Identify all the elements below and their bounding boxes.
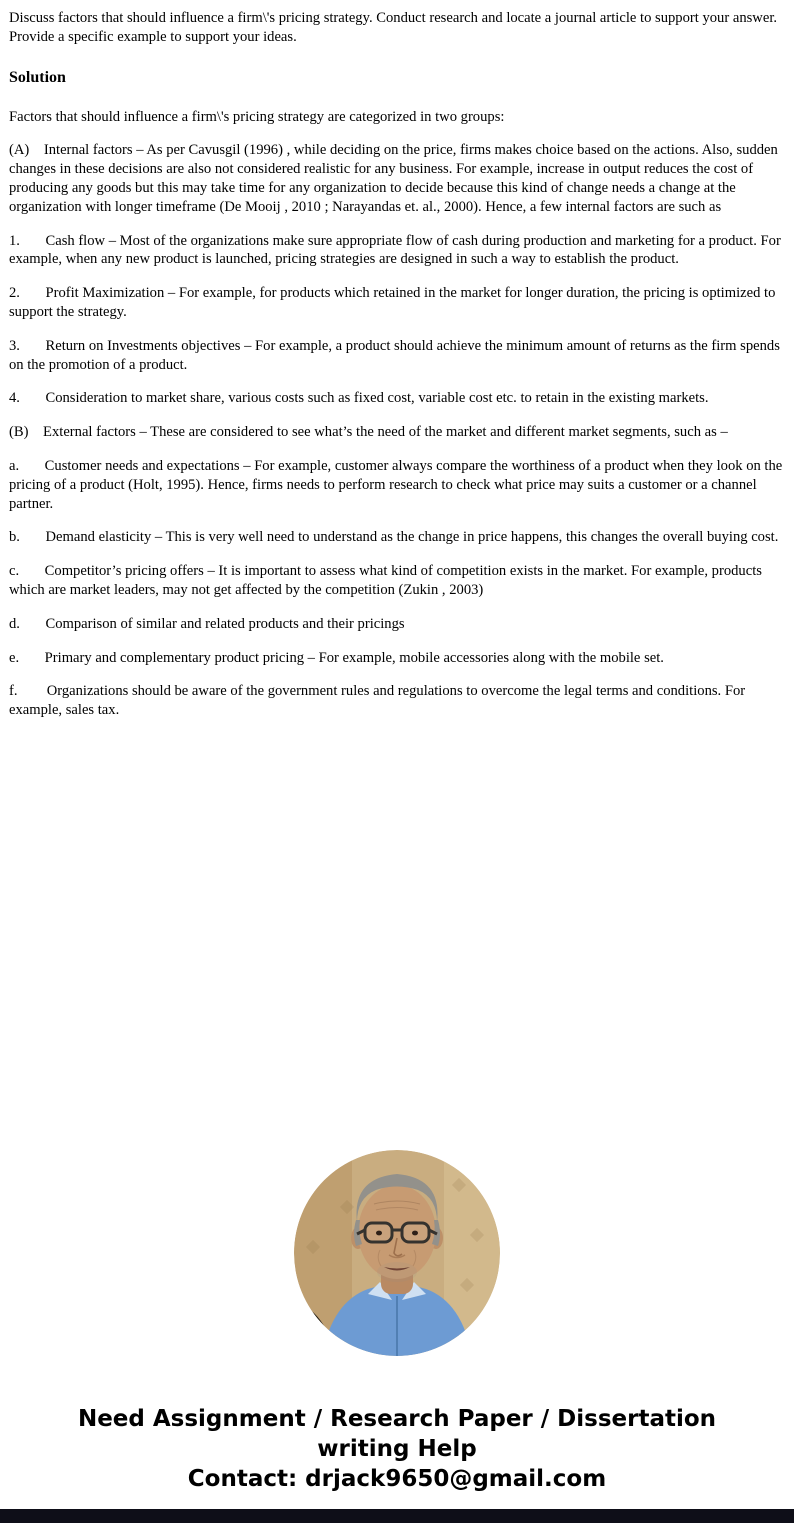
presenter-portrait-illustration [294,1150,500,1356]
paragraph-market-share: 4. Consideration to market share, various costs such as fixed cost, variable cost etc. to retain in the existing markets. [9,390,709,407]
paragraph-customer-needs: a. Customer needs and expectations – For example, customer always compare the worthiness of a product when they look on the pricing of a product (Holt, 1995). Hence, firms needs to perform research to check what price may suits a customer or a channel partner. [9,457,786,512]
question-paragraph: Discuss factors that should influence a firm\'s pricing strategy. Conduct research and locate a journal article to support your answer. Provide a specific example to support your ideas. [9,10,781,45]
footer-help-line-2: writing Help [317,1436,477,1462]
solution-heading: Solution [9,68,66,86]
paragraph-cash-flow: 1. Cash flow – Most of the organizations make sure appropriate flow of cash during production and marketing for a product. For example, when any new product is launched, pricing strategies are designed in such a way to establish the product. [9,232,785,268]
paragraph-return-on-investments: 3. Return on Investments objectives – For example, a product should achieve the minimum amount of returns as the firm spends on the promotion of a product. [9,337,784,373]
paragraph-comparison-products: d. Comparison of similar and related products and their pricings [9,615,405,632]
paragraph-profit-maximization: 2. Profit Maximization – For example, for products which retained in the market for longer duration, the pricing is optimized to support the strategy. [9,285,780,320]
footer-promo [0,1404,794,1494]
footer-help-line-1: Need Assignment / Research Paper / Dissertation [77,1406,717,1432]
paragraph-complementary-pricing: e. Primary and complementary product pricing – For example, mobile accessories along with the mobile set. [9,649,664,666]
intro-paragraph: Factors that should influence a firm\'s pricing strategy are categorized in two groups: [9,108,505,125]
paragraph-competitor-pricing: c. Competitor’s pricing offers – It is important to assess what kind of competition exists in the market. For example, products which are market leaders, may not get affected by the competition (Zukin , 2003) [9,563,766,598]
paragraph-demand-elasticity: b. Demand elasticity – This is very well need to understand as the change in price happens, this changes the overall buying cost. [9,529,779,546]
paragraph-internal-factors: (A) Internal factors – As per Cavusgil (1996) , while deciding on the price, firms makes choice based on the actions. Also, sudden changes in these decisions are also not considered realistic for any business. For example, increase in output reduces the cost of producing any goods but this may take time for any organization to decide because this kind of change needs a change at the organization with longer timeframe (De Mooij , 2010 ; Narayandas et. al., 2000). Hence, a few internal factors are such as [9,142,782,215]
document-page [0,0,794,720]
footer-contact-line: Contact: drjack9650@gmail.com [187,1466,607,1492]
bottom-dark-bar [0,1509,794,1523]
presenter-photo [294,1150,500,1356]
paragraph-government-rules: f. Organizations should be aware of the government rules and regulations to overcome the legal terms and conditions. For example, sales tax. [9,683,749,719]
paragraph-external-factors: (B) External factors – These are considered to see what’s the need of the market and different market segments, such as – [9,424,728,441]
